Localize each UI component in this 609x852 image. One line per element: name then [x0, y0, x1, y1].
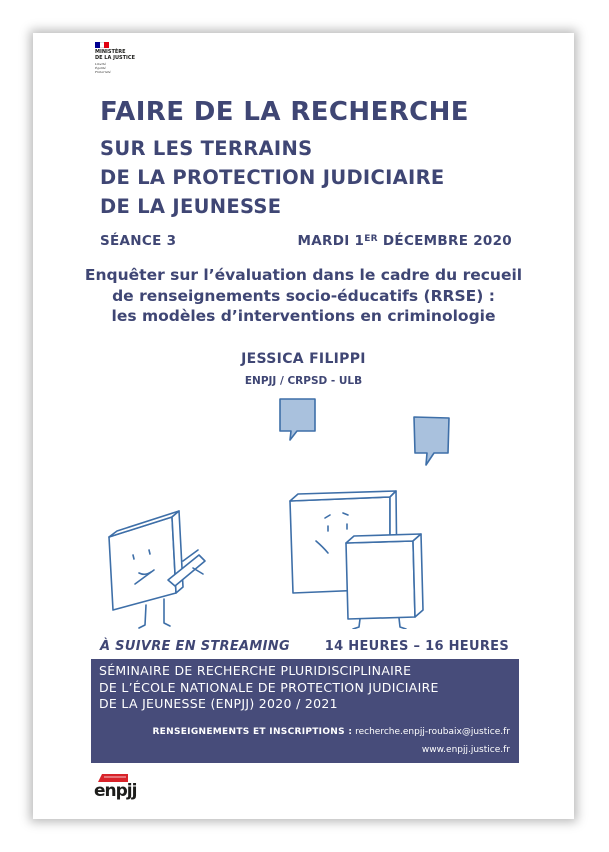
date-suffix: DÉCEMBRE 2020 [377, 233, 512, 249]
session-label: SÉANCE 3 [100, 233, 177, 249]
date-ordinal: ER [364, 234, 378, 244]
contact-info [152, 727, 510, 737]
banner-text [99, 663, 439, 713]
speaker-affiliation: ENPJJ / CRPSD - ULB [244, 375, 363, 387]
poster [33, 33, 574, 819]
subtitle-line: SUR LES TERRAINS [100, 137, 313, 160]
speech-bubble-icon [280, 399, 315, 440]
website-link[interactable]: www.enpjj.justice.fr [421, 745, 510, 755]
date-prefix: MARDI 1 [297, 233, 365, 249]
seminar-banner [91, 659, 519, 763]
subject-line: les modèles d’interventions en criminologie [111, 307, 496, 325]
ministry-motto: Liberté Égalité Fraternité [95, 62, 111, 74]
banner-line: DE L’ÉCOLE NATIONALE DE PROTECTION JUDICIAIRE [99, 679, 439, 695]
main-title: FAIRE DE LA RECHERCHE [100, 97, 469, 127]
subtitle-line: DE LA PROTECTION JUDICIAIRE [100, 166, 445, 189]
subtitle-line: DE LA JEUNESSE [100, 195, 282, 218]
ministry-name: MINISTÈRE DE LA JUSTICE [95, 49, 135, 61]
subject-line: Enquêter sur l’évaluation dans le cadre du recueil [84, 266, 523, 284]
session-hours: 14 HEURES – 16 HEURES [324, 639, 509, 654]
enpjj-logo [94, 773, 144, 813]
contact-label: RENSEIGNEMENTS ET INSCRIPTIONS : [152, 727, 353, 737]
writing-character [109, 511, 205, 628]
illustration [33, 393, 574, 629]
contact-email-link[interactable]: recherche.enpjj-roubaix@justice.fr [352, 727, 510, 737]
session-date [298, 233, 512, 249]
french-flag-icon [95, 42, 109, 48]
ministry-logo [95, 42, 155, 74]
banner-line: SÉMINAIRE DE RECHERCHE PLURIDISCIPLINAIRE [99, 663, 412, 678]
character [346, 534, 423, 629]
subject-line: de renseignements socio-éducatifs (RRSE) : [112, 286, 495, 305]
streaming-notice: À SUIVRE EN STREAMING [100, 639, 290, 654]
speech-bubble-icon [414, 417, 449, 465]
seminar-subject [73, 265, 534, 327]
subtitle [100, 134, 445, 221]
speaker-name: JESSICA FILIPPI [241, 351, 366, 367]
banner-line: DE LA JEUNESSE (ENPJJ) 2020 / 2021 [99, 696, 338, 711]
enpjj-logo-text: enpjj [94, 781, 137, 801]
